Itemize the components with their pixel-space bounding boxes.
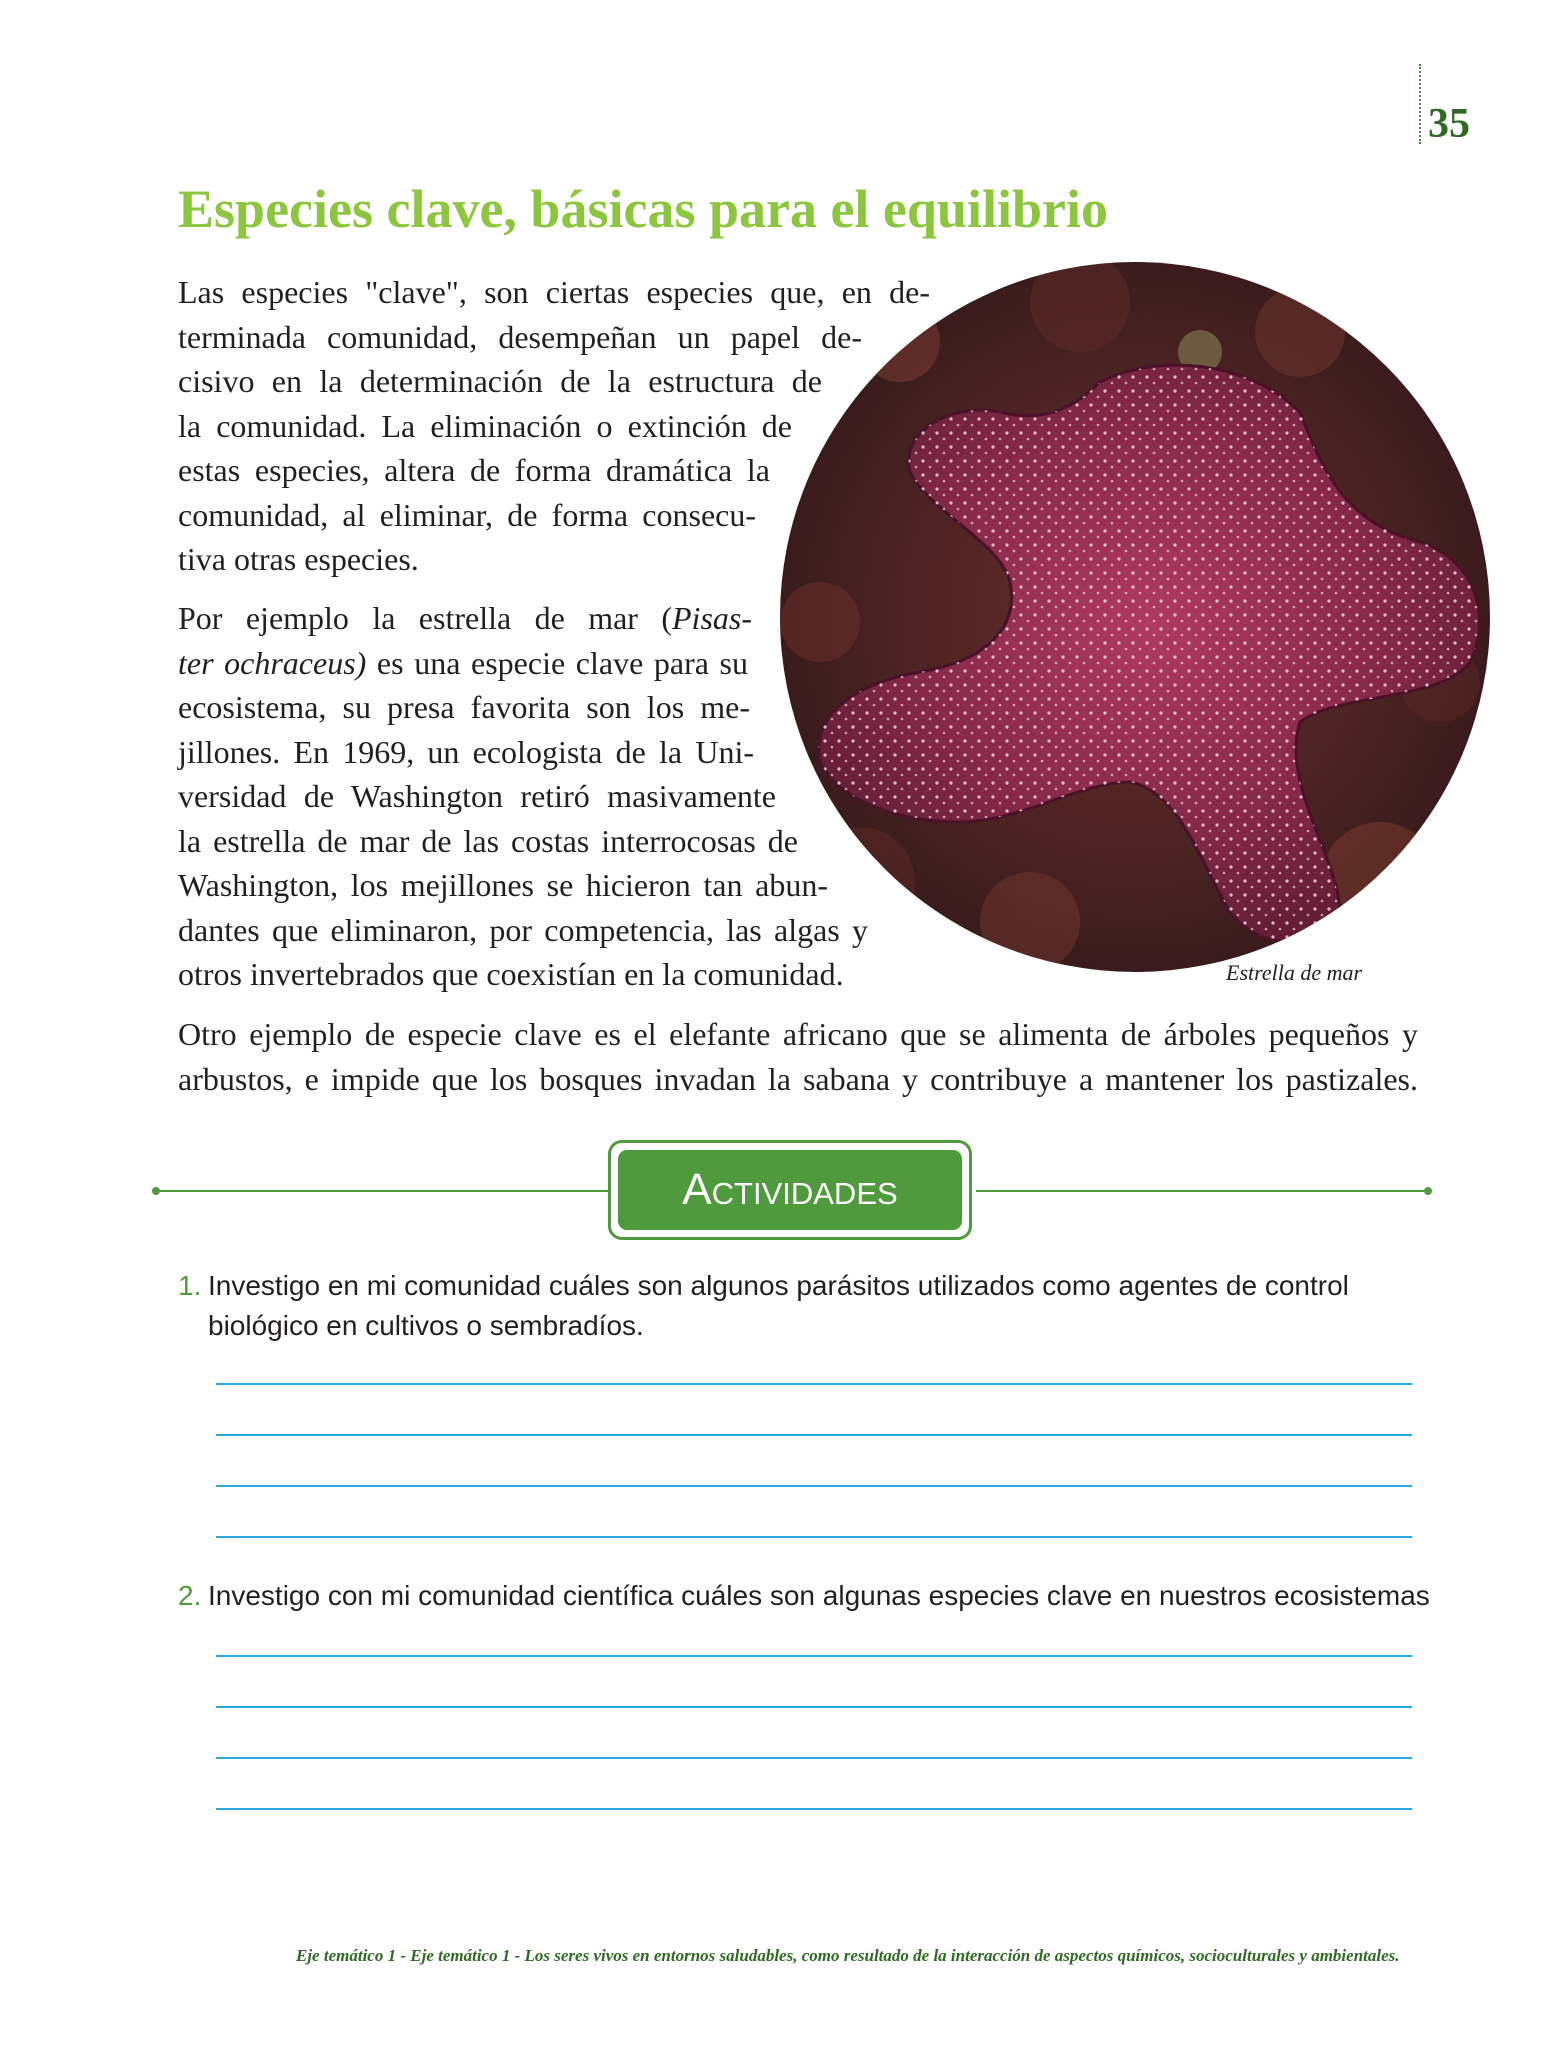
question-2 [178,1576,1430,1616]
paragraph-line: jillones. En 1969, un ecologista de la Uni- [178,733,754,770]
answer-line-q1-3[interactable] [216,1485,1412,1487]
question-line: biológico en cultivos o sembradíos. [208,1310,644,1341]
paragraph-starfish-example [178,596,868,997]
paragraph-line: cisivo en la determinación de la estructura de [178,363,822,399]
paragraph-line: arbustos, e impide que los bosques invadan la sabana y contribuye a mantener los pastizales. [178,1060,1418,1097]
question-line [178,1576,1430,1616]
paragraph-line: dantes que eliminaron, por competencia, las algas y [178,911,868,948]
paragraph-line: Las especies "clave", son ciertas especies que, en de- [178,274,930,310]
activities-divider-right [976,1190,1428,1192]
rule-end-dot [1424,1187,1432,1195]
starfish-photo [780,262,1490,972]
question-text: Investigo con mi comunidad científica cuáles son algunas especies clave en nuestros ecosistemas [208,1580,1430,1611]
species-name-italic: Pisas- [672,600,752,636]
paragraph-line: la estrella de mar de las costas interrocosas de [178,822,798,859]
paragraph-line: ecosistema, su presa favorita son los me- [178,689,750,725]
paragraph-elephant-example [178,1012,1418,1101]
paragraph-line: estas especies, altera de forma dramática la [178,452,770,488]
paragraph-line [178,596,752,641]
paragraph-line: la comunidad. La eliminación o extinción de [178,407,792,444]
paragraph-line: Washington, los mejillones se hicieron tan abun- [178,867,828,903]
paragraph-line: tiva otras especies. [178,541,419,577]
answer-line-q2-3[interactable] [216,1757,1412,1759]
activities-badge [608,1140,972,1240]
species-name-italic: ter ochraceus) [178,644,367,681]
paragraph-line [178,641,748,686]
activities-divider-left [156,1190,612,1192]
question-line [178,1266,1418,1306]
answer-line-q2-2[interactable] [216,1706,1412,1708]
page-number: 35 [1428,101,1470,147]
paragraph-line: comunidad, al eliminar, de forma consecu- [178,496,756,533]
answer-line-q2-1[interactable] [216,1655,1412,1657]
question-text: Investigo en mi comunidad cuáles son algunos parásitos utilizados como agentes de control [208,1270,1349,1301]
photo-caption: Estrella de mar [1226,960,1363,985]
answer-line-q2-4[interactable] [216,1808,1412,1810]
page-number-rule [1419,64,1421,144]
section-title: Especies clave, básicas para el equilibrio [178,179,1108,239]
answer-line-q1-2[interactable] [216,1434,1412,1436]
question-number: 2. [178,1580,202,1611]
page-footer: Eje temático 1 - Eje temático 1 - Los seres vivos en entornos saludables, como resultado de la interacción de aspectos químicos, socioculturales y ambientales. [296,1946,1400,1965]
paragraph-line: Otro ejemplo de especie clave es el elefante africano que se alimenta de árboles pequeños y [178,1016,1418,1052]
question-1 [178,1266,1418,1346]
paragraph-line: otros invertebrados que coexistían en la comunidad. [178,956,844,992]
paragraph-line: terminada comunidad, desempeñan un papel de- [178,318,862,355]
paragraph-text: Por ejemplo la estrella de mar ( [178,600,672,636]
answer-line-q1-4[interactable] [216,1536,1412,1538]
question-number: 1. [178,1270,202,1301]
starfish-illustration [780,262,1490,972]
answer-line-q1-1[interactable] [216,1383,1412,1385]
activities-label: Actividades [618,1150,962,1230]
paragraph-line: versidad de Washington retiró masivamente [178,778,776,814]
paragraph-text: es una especie clave para su [366,644,749,681]
